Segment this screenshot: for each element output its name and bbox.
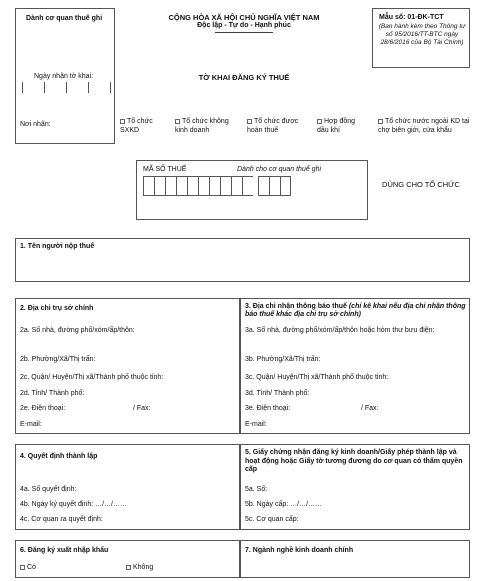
field-2b[interactable]: 2b. Phường/Xã/Thị trấn:	[20, 356, 96, 363]
section-4-establishment-decision	[15, 444, 240, 530]
section-6-title: 6. Đăng ký xuất nhập khẩu	[20, 547, 109, 554]
tax-code-label: MÃ SỐ THUẾ	[143, 166, 187, 173]
field-4a[interactable]: 4a. Số quyết định:	[20, 486, 77, 493]
field-5c[interactable]: 5c. Cơ quan cấp:	[245, 516, 299, 523]
checkbox[interactable]	[378, 119, 383, 124]
checkbox[interactable]	[120, 119, 125, 124]
field-2d[interactable]: 2d. Tỉnh/ Thành phố:	[20, 390, 85, 397]
office-use-label: Dành cơ quan thuế ghi	[26, 15, 103, 22]
section-3-title: 3. Địa chỉ nhận thông báo thuế (chỉ kê khai nếu địa chỉ nhận thông báo thuế khác địa chỉ trụ sở chính)	[245, 303, 466, 318]
section-5-business-license	[240, 444, 470, 530]
office-use-box	[15, 8, 115, 144]
tax-office-note: Dành cho cơ quan thuế ghi	[237, 166, 322, 173]
section-7-main-business	[240, 540, 470, 578]
field-3-fax[interactable]: / Fax:	[361, 405, 379, 412]
country-name: CỘNG HÒA XÃ HỘI CHỦ NGHĨA VIỆT NAM	[168, 13, 320, 22]
form-code: Mẫu số: 01-ĐK-TCT	[379, 14, 444, 21]
import-export-yes[interactable]: Có	[20, 564, 36, 571]
field-3b[interactable]: 3b. Phường/Xã/Thị trấn:	[245, 356, 321, 363]
import-export-no[interactable]: Không	[126, 564, 153, 571]
field-5a[interactable]: 5a. Số:	[245, 486, 268, 493]
org-type-sxkd[interactable]: Tổ chức SXKD	[120, 118, 153, 134]
section-4-title: 4. Quyết định thành lập	[20, 453, 98, 460]
field-2e[interactable]: 2e. Điện thoại:	[20, 405, 66, 412]
checkbox[interactable]	[175, 119, 180, 124]
form-title: TỜ KHAI ĐĂNG KÝ THUẾ	[198, 73, 290, 82]
org-use-label: DÙNG CHO TỔ CHỨC	[382, 180, 460, 189]
form-code-box	[372, 8, 470, 68]
checkbox[interactable]	[126, 565, 131, 570]
field-4c[interactable]: 4c. Cơ quan ra quyết định:	[20, 516, 103, 523]
section-5-title: 5. Giấy chứng nhận đăng ký kinh doanh/Giấy phép thành lập và hoạt động hoặc Giấy tờ tương đương do cơ quan có thẩm quyền cấp	[245, 449, 463, 473]
field-5b[interactable]: 5b. Ngày cấp: …/…/……	[245, 501, 323, 508]
field-2a[interactable]: 2a. Số nhà, đường phố/xóm/ấp/thôn:	[20, 327, 135, 334]
recipient-label: Nơi nhận:	[20, 121, 51, 128]
receipt-date-cells	[22, 82, 112, 93]
field-3a[interactable]: 3a. Số nhà, đường phố/xóm/ấp/thôn hoặc hòm thư bưu điện:	[245, 327, 435, 334]
field-4b[interactable]: 4b. Ngày ký quyết định: …/…/……	[20, 501, 127, 508]
org-type-non-business[interactable]: Tổ chức không kinh doanh	[175, 118, 229, 134]
section-7-title: 7. Ngành nghề kinh doanh chính	[245, 547, 354, 554]
field-3-email[interactable]: E-mail:	[245, 421, 267, 428]
org-type-oil-contract[interactable]: Hợp đồng dầu khí	[317, 118, 356, 134]
section-1-title: 1. Tên người nộp thuế	[20, 243, 95, 250]
field-2-fax[interactable]: / Fax:	[133, 405, 151, 412]
org-type-refund[interactable]: Tổ chức được hoàn thuế	[247, 118, 299, 134]
section-1-taxpayer-name	[15, 238, 470, 282]
section-2-title: 2. Địa chỉ trụ sở chính	[20, 305, 94, 312]
field-2-email[interactable]: E-mail:	[20, 421, 42, 428]
checkbox[interactable]	[247, 119, 252, 124]
motto: Độc lập - Tự do - Hạnh phúc	[197, 22, 291, 29]
section-2-head-office	[15, 298, 240, 434]
field-2c[interactable]: 2c. Quận/ Huyện/Thị xã/Thành phố thuộc tỉnh:	[20, 374, 164, 381]
section-6-import-export	[15, 540, 240, 578]
taxpayer-name-field[interactable]	[20, 255, 465, 279]
tax-code-cells[interactable]	[143, 176, 291, 196]
checkbox[interactable]	[317, 119, 322, 124]
section-3-notice-address	[240, 298, 470, 434]
org-type-foreign[interactable]: Tổ chức nước ngoài KD tại chợ biên giới, cửa khẩu	[378, 118, 470, 134]
checkbox[interactable]	[20, 565, 25, 570]
tax-code-box	[136, 160, 368, 220]
field-3d[interactable]: 3d. Tỉnh/ Thành phố:	[245, 390, 310, 397]
field-3e[interactable]: 3e. Điện thoại:	[245, 405, 291, 412]
form-note: (Ban hành kèm theo Thông tư số 95/2016/TT-BTC ngày 28/6/2016 của Bộ Tài Chính)	[378, 23, 466, 46]
field-3c[interactable]: 3c. Quận/ Huyện/Thị xã/Thành phố thuộc tỉnh:	[245, 374, 389, 381]
receipt-date-label: Ngày nhận tờ khai:	[34, 73, 94, 80]
